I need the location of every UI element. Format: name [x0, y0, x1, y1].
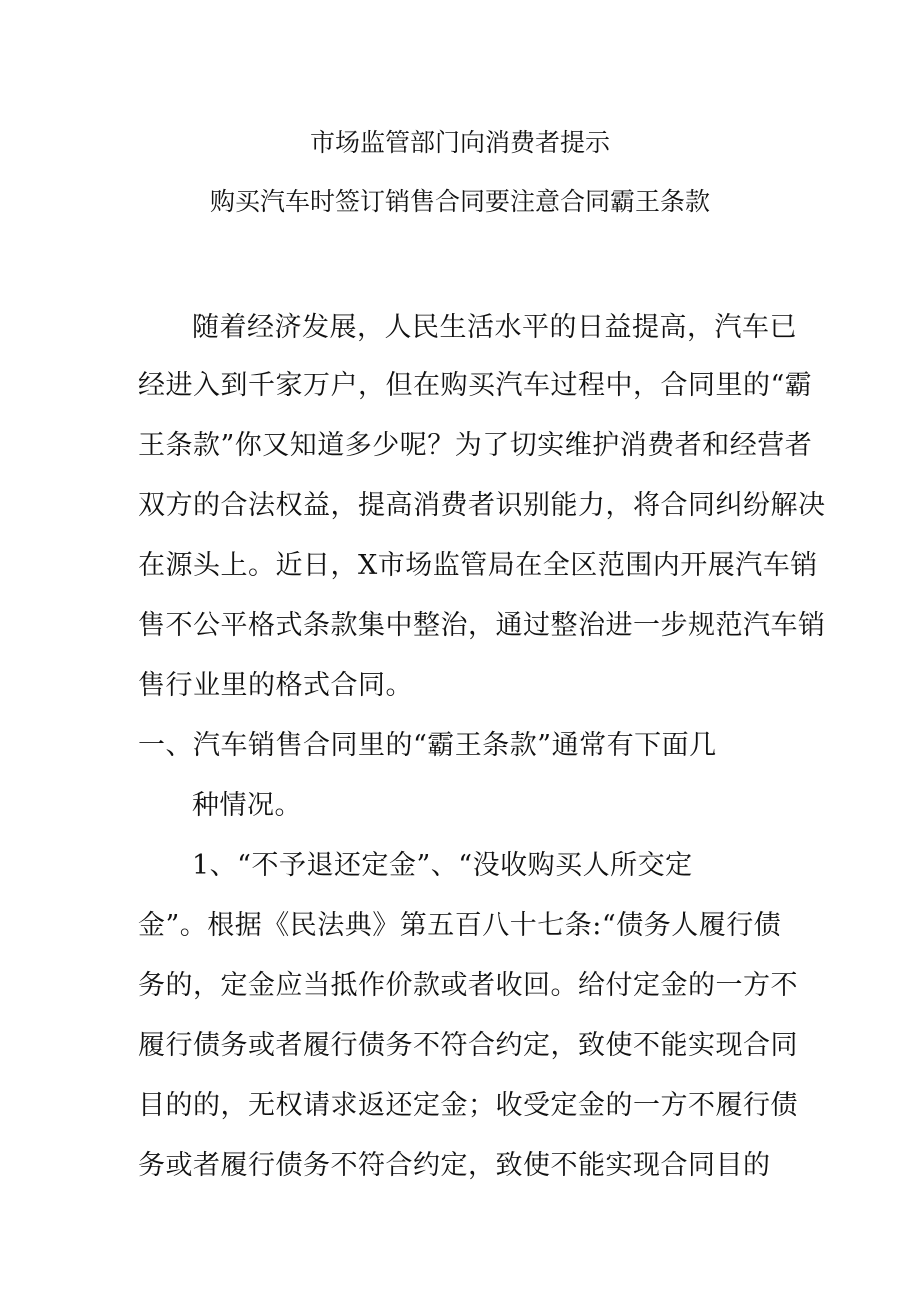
list-item-line: 务的，定金应当抵作价款或者收回。给付定金的一方不: [138, 970, 798, 1001]
list-item-line: 金”。根据《民法典》第五百八十七条:“债务人履行债: [138, 910, 782, 941]
document-title-line-2: 购买汽车时签订销售合同要注意合同霸王条款: [209, 187, 710, 216]
paragraph-line: 双方的合法权益，提高消费者识别能力，将合同纠纷解决: [138, 490, 826, 521]
paragraph-line: 售行业里的格式合同。: [138, 670, 413, 701]
paragraph-line: 王条款”你又知道多少呢？为了切实维护消费者和经营者: [138, 430, 813, 461]
list-item-line: 目的的，无权请求返还定金；收受定金的一方不履行债: [138, 1090, 798, 1121]
paragraph-line: 在源头上。近日，X市场监管局在全区范围内开展汽车销: [138, 550, 818, 581]
paragraph-line: 随着经济发展，人民生活水平的日益提高，汽车已: [192, 312, 797, 343]
section-heading: 一、汽车销售合同里的“霸王条款”通常有下面几: [138, 730, 717, 761]
list-item-line: 务或者履行债务不符合约定，致使不能实现合同目的: [138, 1150, 771, 1181]
section-heading-continuation: 种情况。: [192, 790, 302, 821]
list-item-line: 1、“不予退还定金”、“没收购买人所交定: [192, 850, 693, 881]
paragraph-line: 售不公平格式条款集中整治，通过整治进一步规范汽车销: [138, 610, 826, 641]
document-title-line-1: 市场监管部门向消费者提示: [309, 128, 610, 157]
paragraph-line: 经进入到千家万户，但在购买汽车过程中，合同里的“霸: [138, 370, 813, 401]
list-item-line: 履行债务或者履行债务不符合约定，致使不能实现合同: [138, 1030, 798, 1061]
